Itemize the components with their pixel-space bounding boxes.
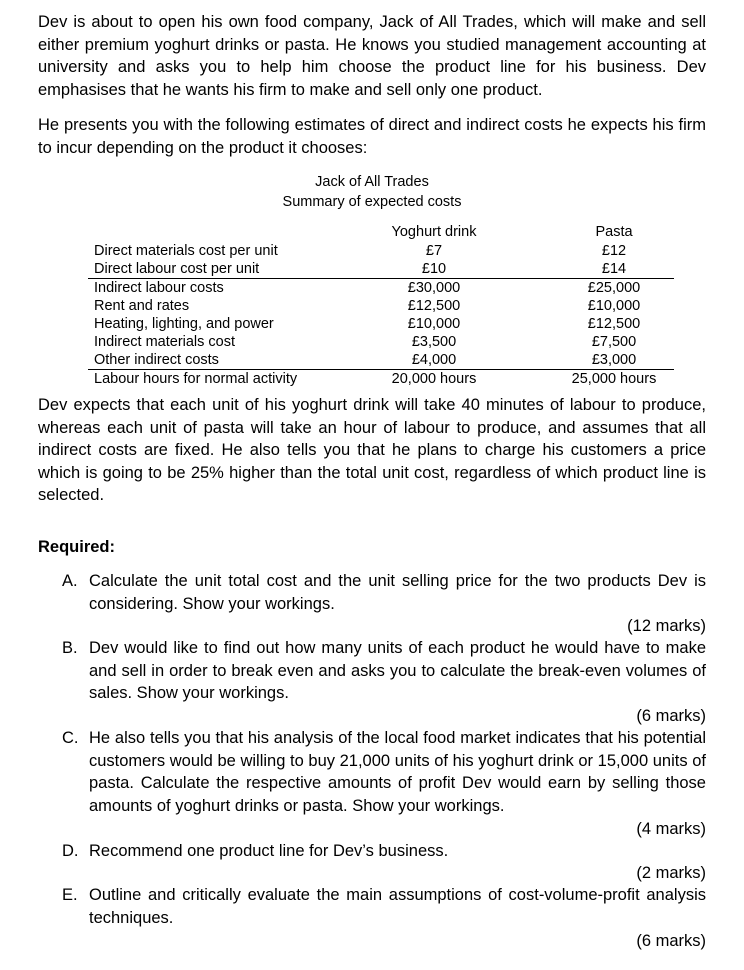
intro-paragraph-2: He presents you with the following estimates of direct and indirect costs he expects his firm to incur depending on the product it chooses: [38, 116, 706, 157]
table-title: Jack of All Trades [315, 174, 429, 190]
row-label: Other indirect costs [88, 351, 344, 370]
question-marks: (2 marks) [636, 864, 706, 882]
pasta-value: £3,000 [524, 351, 674, 370]
yoghurt-value: £3,500 [411, 334, 457, 350]
required-heading: Required: [38, 538, 116, 556]
row-label: Indirect materials cost [94, 334, 236, 350]
question-marks: (12 marks) [627, 617, 706, 635]
question-text: Calculate the unit total cost and the unit selling price for the two products Dev is considering. Show your workings. [89, 572, 706, 613]
question-letter: D. [62, 842, 79, 860]
pasta-value: £10,000 [587, 298, 641, 314]
question-d [62, 840, 706, 863]
question-a [62, 570, 706, 615]
yoghurt-value: £30,000 [407, 280, 461, 296]
pasta-value: 25,000 hours [571, 371, 657, 387]
table-row [88, 315, 674, 333]
question-letter: C. [62, 729, 79, 747]
cost-summary-table [88, 223, 674, 388]
pasta-value: £14 [524, 260, 674, 279]
row-label: Labour hours for normal activity [94, 371, 298, 387]
yoghurt-value: £7 [425, 243, 443, 259]
table-row [88, 242, 674, 260]
table-row [88, 351, 674, 370]
pasta-value: £25,000 [587, 280, 641, 296]
table-subtitle: Summary of expected costs [282, 194, 462, 210]
question-letter: B. [62, 639, 78, 657]
question-letter: E. [62, 886, 78, 904]
question-marks: (6 marks) [636, 932, 706, 950]
row-label: Direct labour cost per unit [88, 260, 344, 279]
assumptions-paragraph: Dev expects that each unit of his yoghurt drink will take 40 minutes of labour to produce, whereas each unit of pasta will take an hour of labour to produce, and assumes that all indirect costs are fixed. He also tells you that he plans to charge his customers a price which is going to be 25% higher than the total unit cost, regardless of which product line is selected. [38, 396, 706, 505]
question-marks: (4 marks) [636, 820, 706, 838]
yoghurt-value: £12,500 [407, 298, 461, 314]
question-text: Outline and critically evaluate the main assumptions of cost-volume-profit analysis techniques. [89, 886, 706, 927]
yoghurt-value: £4,000 [344, 351, 524, 370]
table-header-row [88, 223, 674, 242]
table-row [88, 333, 674, 351]
row-label: Rent and rates [94, 298, 190, 314]
table-row [88, 260, 674, 279]
pasta-value: £7,500 [591, 334, 637, 350]
question-letter: A. [62, 572, 78, 590]
yoghurt-value: £10,000 [407, 316, 461, 332]
table-row [88, 297, 674, 315]
question-text: He also tells you that his analysis of the local food market indicates that his potential customers would be willing to buy 21,000 units of his yoghurt drink or 15,000 units of pasta. Calculate the respective amounts of profit Dev would earn by selling those amounts of yoghurt drinks or pasta. Show your workings. [89, 729, 706, 815]
table-row [88, 370, 674, 389]
question-marks: (6 marks) [636, 707, 706, 725]
column-header-pasta: Pasta [595, 224, 633, 240]
yoghurt-value: 20,000 hours [391, 371, 477, 387]
row-label: Indirect labour costs [94, 280, 224, 296]
yoghurt-value: £10 [344, 260, 524, 279]
question-text: Recommend one product line for Dev’s business. [89, 842, 449, 860]
question-text: Dev would like to find out how many units of each product he would have to make and sell in order to break even and asks you to calculate the break-even volumes of sales. Show your workings. [89, 639, 706, 703]
column-header-yoghurt: Yoghurt drink [391, 224, 477, 240]
question-b [62, 637, 706, 705]
row-label: Direct materials cost per unit [94, 243, 278, 259]
table-row [88, 279, 674, 298]
question-e [62, 884, 706, 929]
row-label: Heating, lighting, and power [94, 316, 274, 332]
question-c [62, 727, 706, 817]
intro-paragraph-1: Dev is about to open his own food company, Jack of All Trades, which will make and sell either premium yoghurt drinks or pasta. He knows you studied management accounting at university and asks you to help him choose the product line for his business. Dev emphasises that he wants his firm to make and sell only one product. [38, 13, 706, 99]
pasta-value: £12,500 [587, 316, 641, 332]
pasta-value: £12 [601, 243, 627, 259]
